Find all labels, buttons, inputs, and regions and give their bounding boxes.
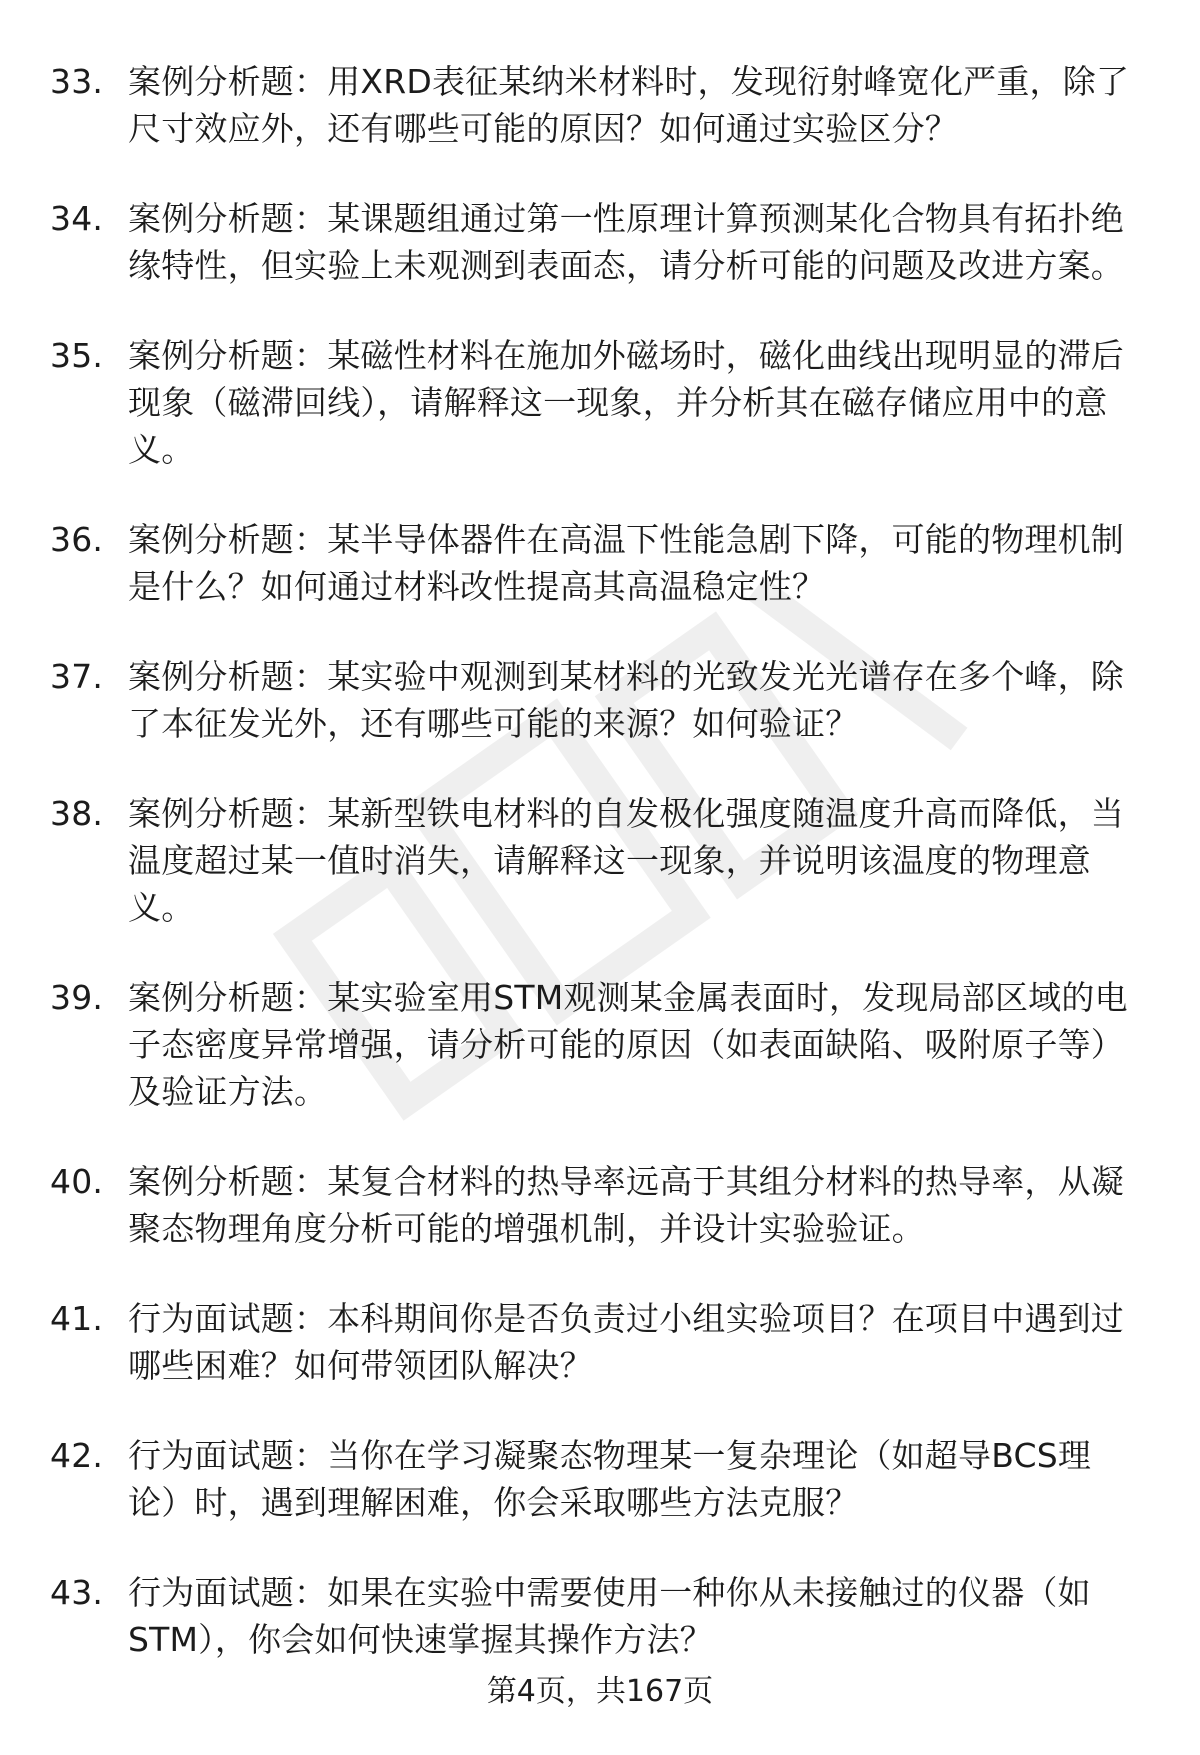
page-footer bbox=[0, 1672, 1200, 1712]
question-item bbox=[50, 1295, 1140, 1389]
question-number: 34. bbox=[50, 199, 104, 238]
question-text: 案例分析题：某复合材料的热导率远高于其组分材料的热导率，从凝聚态物理角度分析可能的增强机制，并设计实验验证。 bbox=[128, 1162, 1124, 1248]
question-text: 案例分析题：某课题组通过第一性原理计算预测某化合物具有拓扑绝缘特性，但实验上未观测到表面态，请分析可能的问题及改进方案。 bbox=[128, 199, 1124, 285]
question-text: 案例分析题：某实验室用STM观测某金属表面时，发现局部区域的电子态密度异常增强，请分析可能的原因（如表面缺陷、吸附原子等）及验证方法。 bbox=[128, 978, 1128, 1111]
question-item bbox=[50, 58, 1140, 152]
question-item bbox=[50, 516, 1140, 610]
question-number: 42. bbox=[50, 1436, 104, 1475]
question-text: 行为面试题：本科期间你是否负责过小组实验项目？在项目中遇到过哪些困难？如何带领团队解决？ bbox=[128, 1299, 1124, 1385]
question-text: 案例分析题：某半导体器件在高温下性能急剧下降，可能的物理机制是什么？如何通过材料改性提高其高温稳定性？ bbox=[128, 520, 1124, 606]
question-text: 案例分析题：某实验中观测到某材料的光致发光光谱存在多个峰，除了本征发光外，还有哪些可能的来源？如何验证？ bbox=[128, 657, 1124, 743]
question-number: 37. bbox=[50, 657, 104, 696]
question-item bbox=[50, 195, 1140, 289]
question-list bbox=[50, 58, 1140, 1706]
question-item bbox=[50, 790, 1140, 931]
question-text: 行为面试题：当你在学习凝聚态物理某一复杂理论（如超导BCS理论）时，遇到理解困难，你会采取哪些方法克服？ bbox=[128, 1436, 1092, 1522]
page-number-label: 第4页，共167页 bbox=[486, 1674, 714, 1709]
question-text: 案例分析题：某磁性材料在施加外磁场时，磁化曲线出现明显的滞后现象（磁滞回线），请解释这一现象，并分析其在磁存储应用中的意义。 bbox=[128, 336, 1124, 469]
question-item bbox=[50, 974, 1140, 1115]
question-text: 案例分析题：某新型铁电材料的自发极化强度随温度升高而降低，当温度超过某一值时消失，请解释这一现象，并说明该温度的物理意义。 bbox=[128, 794, 1124, 927]
question-number: 38. bbox=[50, 794, 104, 833]
question-text: 案例分析题：用XRD表征某纳米材料时，发现衍射峰宽化严重，除了尺寸效应外，还有哪些可能的原因？如何通过实验区分？ bbox=[128, 62, 1130, 148]
question-item bbox=[50, 1569, 1140, 1663]
question-number: 41. bbox=[50, 1299, 104, 1338]
question-item bbox=[50, 1158, 1140, 1252]
question-number: 36. bbox=[50, 520, 104, 559]
question-number: 43. bbox=[50, 1573, 104, 1612]
question-item bbox=[50, 653, 1140, 747]
question-text: 行为面试题：如果在实验中需要使用一种你从未接触过的仪器（如STM），你会如何快速掌握其操作方法？ bbox=[128, 1573, 1091, 1659]
question-item bbox=[50, 1432, 1140, 1526]
question-number: 39. bbox=[50, 978, 104, 1017]
question-number: 33. bbox=[50, 62, 104, 101]
question-item bbox=[50, 332, 1140, 473]
question-number: 35. bbox=[50, 336, 104, 375]
question-number: 40. bbox=[50, 1162, 104, 1201]
